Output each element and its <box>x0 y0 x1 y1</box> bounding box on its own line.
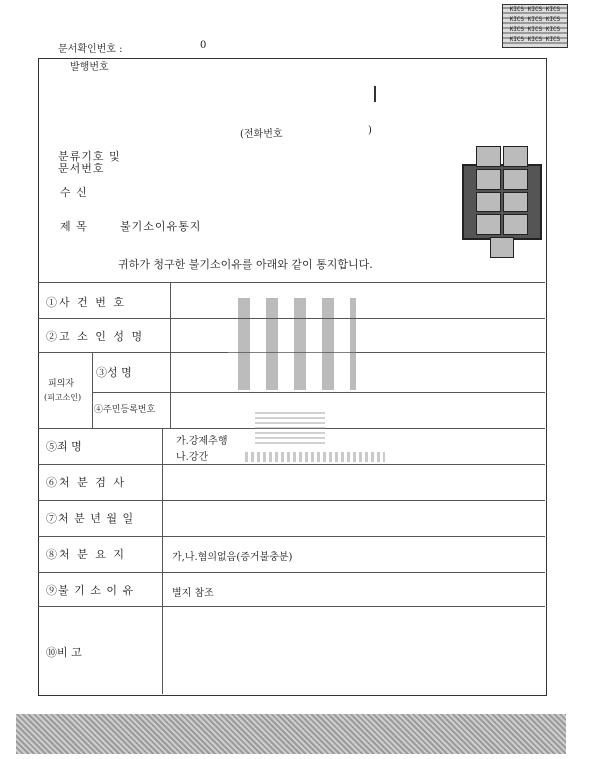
stamp-line: KICS KICS KICS <box>509 6 561 13</box>
charge-value-a: 가.강제추행 <box>176 436 228 447</box>
disposal-date-label: ⑦처 분 년 월 일 <box>46 512 135 525</box>
issue-number-label: 발행번호 <box>70 62 109 73</box>
subject-value: 불기소이유통지 <box>120 220 202 233</box>
row-divider <box>38 318 170 319</box>
stamp-line: KICS KICS KICS <box>509 36 561 43</box>
charge-label: ⑤죄 명 <box>46 440 82 453</box>
subject-label: 제 목 <box>60 220 88 233</box>
case-number-label: ①사 건 번 호 <box>46 296 126 309</box>
reason-label: ⑨불 기 소 이 유 <box>46 584 135 597</box>
disposal-gist-label: ⑧처 분 요 지 <box>46 548 126 561</box>
table-top <box>38 282 545 283</box>
col-divider <box>170 282 171 428</box>
col-divider <box>92 352 93 428</box>
phone-label: (전화번호 <box>240 129 283 140</box>
charge-value-b: 나.강간 <box>176 452 209 463</box>
issue-mark <box>374 86 376 102</box>
doc-confirm-label: 문서확인번호 : <box>58 44 123 55</box>
row-divider <box>170 318 545 319</box>
rrn-label: ④주민등록번호 <box>94 405 156 415</box>
doc-confirm-value: 0 <box>200 40 207 51</box>
official-seal <box>462 164 542 240</box>
redaction-blur <box>245 452 385 462</box>
complainant-label: ②고 소 인 성 명 <box>46 330 145 343</box>
reason-value: 별지 참조 <box>172 588 214 599</box>
suspect-label: 피의자 <box>48 379 75 389</box>
classification-label: 분류기호 및 <box>58 150 121 163</box>
security-stamp <box>502 4 568 48</box>
prosecutor-label: ⑥처 분 검 사 <box>46 476 126 489</box>
row-divider <box>38 536 545 537</box>
disposal-gist-value: 가,나.혐의없음(증거불충분) <box>172 552 293 563</box>
recipient-label: 수 신 <box>60 186 88 199</box>
stamp-line: KICS KICS KICS <box>509 16 561 23</box>
row-divider <box>38 606 545 607</box>
suspect-sub-label: (피고소인) <box>44 393 82 402</box>
row-divider <box>38 464 545 465</box>
redaction-blur <box>228 298 356 390</box>
row-divider <box>38 572 545 573</box>
col-divider <box>162 428 163 694</box>
footer-pattern <box>16 714 566 754</box>
name-label: ③성 명 <box>96 366 132 379</box>
intro-text: 귀하가 청구한 불기소이유를 아래와 같이 통지합니다. <box>118 258 373 271</box>
remarks-label: ⑩비 고 <box>46 646 82 659</box>
row-divider <box>92 392 545 393</box>
row-divider <box>38 500 545 501</box>
phone-close: ) <box>368 125 372 136</box>
stamp-line: KICS KICS KICS <box>509 26 561 33</box>
doc-number-label: 문서번호 <box>58 162 105 175</box>
redaction-blur <box>255 410 325 444</box>
